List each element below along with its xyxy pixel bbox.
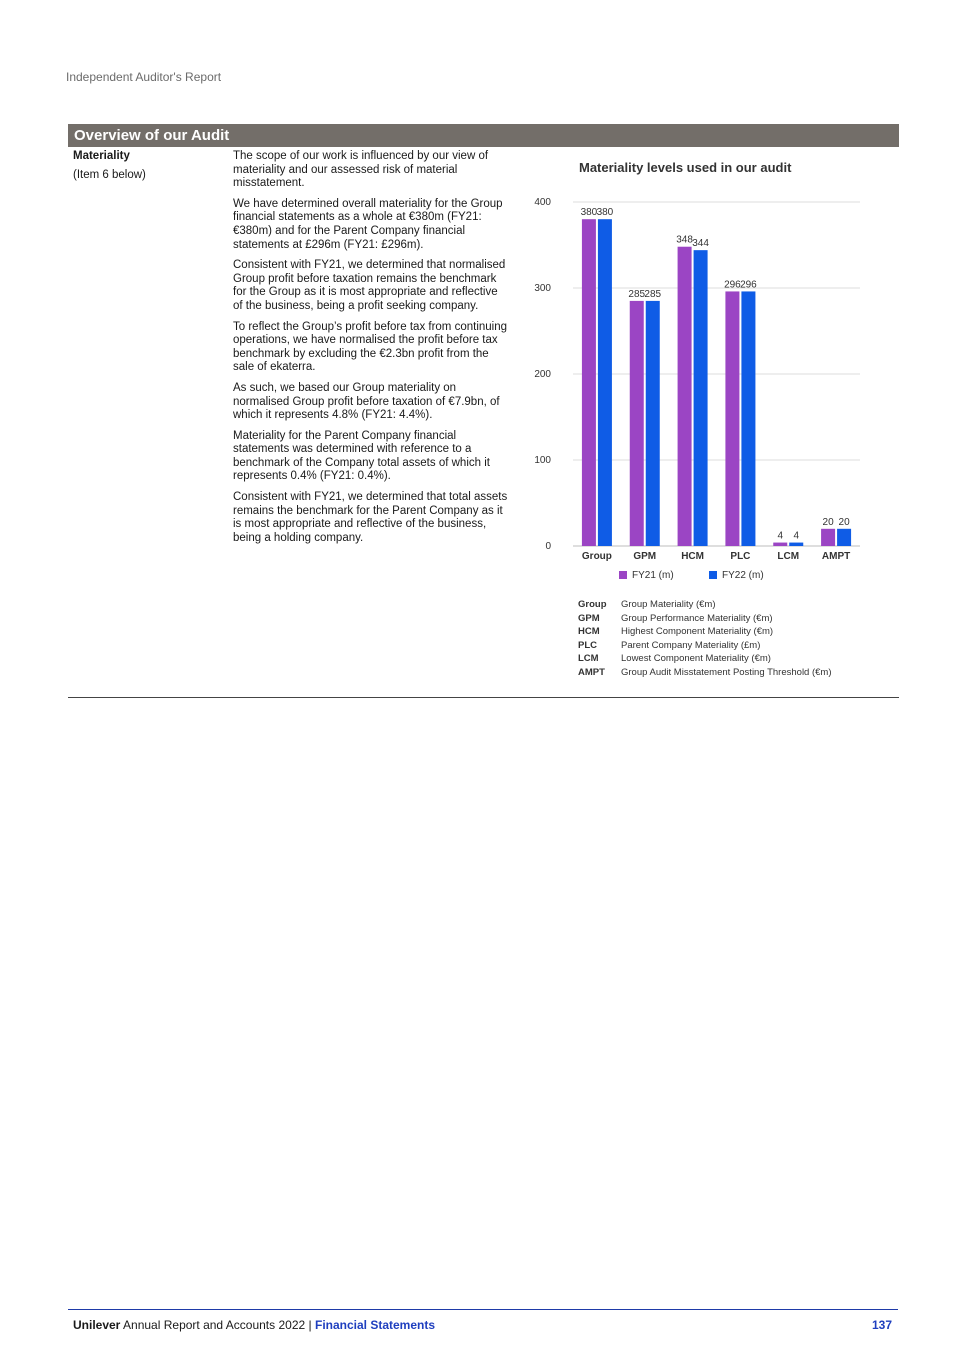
legend-item-fy21 <box>619 570 674 581</box>
legend-swatch-fy22 <box>709 571 717 579</box>
section-bottom-divider <box>68 697 899 698</box>
x-tick-label: LCM <box>777 551 800 562</box>
paragraph: As such, we based our Group materiality on normalised Group profit before taxation of €7.9bn, of which it represents 4.8% (FY21: 4.4%). <box>233 381 500 422</box>
bar-gpm-fy22 <box>646 301 660 546</box>
data-label: 20 <box>822 516 834 528</box>
data-label: 20 <box>838 516 850 528</box>
bar-group-fy22 <box>598 219 612 546</box>
section-title: Overview of our Audit <box>68 124 899 147</box>
x-tick-label: GPM <box>633 551 657 562</box>
legend-label-fy21: FY21 (m) <box>632 570 674 581</box>
data-label: 285 <box>644 288 662 300</box>
paragraph: To reflect the Group’s profit before tax from continuing operations, we have normalised the profit before tax benchmark by excluding the €2.3bn profit from the sale of ekaterra. <box>233 320 508 374</box>
abbreviation-key-term: LCM <box>578 653 599 664</box>
y-tick-label: 200 <box>534 369 551 380</box>
footer-brand: Unilever <box>73 1318 121 1332</box>
abbreviation-row <box>578 625 832 639</box>
bar-hcm-fy22 <box>694 250 708 546</box>
materiality-label: Materiality <box>73 150 130 162</box>
bar-gpm-fy21 <box>630 301 644 546</box>
bar-ampt-fy21 <box>821 529 835 546</box>
materiality-text-column <box>233 150 508 552</box>
paragraph: The scope of our work is influenced by our view of materiality and our assessed risk of material misstatement. <box>233 150 489 190</box>
abbreviation-row <box>578 639 832 653</box>
abbreviation-key-term: HCM <box>578 626 600 637</box>
x-tick-label: Group <box>581 551 612 562</box>
bar-hcm-fy21 <box>678 247 692 546</box>
bar-lcm-fy21 <box>773 543 787 546</box>
abbreviation-key-term: GPM <box>578 612 600 624</box>
y-tick-label: 0 <box>545 541 551 552</box>
chart-title: Materiality levels used in our audit <box>579 160 792 175</box>
data-label: 344 <box>692 238 709 250</box>
data-label: 4 <box>793 530 800 542</box>
legend-label-fy22: FY22 (m) <box>722 570 764 581</box>
materiality-bar-chart <box>525 190 875 562</box>
abbreviation-row <box>578 612 832 626</box>
data-label: 380 <box>580 207 598 219</box>
abbreviation-definition: Highest Component Materiality (€m) <box>621 626 774 637</box>
x-tick-label: HCM <box>681 551 704 562</box>
abbreviation-key-term: AMPT <box>578 666 605 678</box>
y-tick-label: 400 <box>534 197 551 208</box>
data-label: 4 <box>777 530 784 542</box>
abbreviation-definition: Group Performance Materiality (€m) <box>621 612 773 624</box>
abbreviation-key-term: Group <box>578 599 607 610</box>
data-label: 296 <box>724 279 741 291</box>
y-tick-label: 300 <box>534 283 551 294</box>
data-label: 296 <box>740 279 757 291</box>
x-tick-label: AMPT <box>821 551 851 562</box>
page-number: 137 <box>872 1318 893 1332</box>
data-label: 285 <box>628 288 646 300</box>
abbreviation-definition: Group Audit Misstatement Posting Threshold (€m) <box>621 666 832 678</box>
abbreviation-definition: Lowest Component Materiality (€m) <box>621 653 771 664</box>
paragraph: We have determined overall materiality for the Group financial statements as a whole at €380m (FY21: €380m) and for the Parent Company financial statements at £296m (FY21: £296m). <box>233 197 503 251</box>
footer-separator: | <box>308 1318 312 1332</box>
x-tick-label: PLC <box>730 551 751 562</box>
abbreviation-row <box>578 598 832 612</box>
materiality-label-column <box>73 150 223 181</box>
bar-plc-fy21 <box>725 291 739 546</box>
legend-swatch-fy21 <box>619 571 627 579</box>
footer <box>73 1318 435 1332</box>
paragraph: Materiality for the Parent Company financial statements was determined with reference to a benchmark of the Company total assets of which it represents 0.4% (FY21: 0.4%). <box>233 429 490 483</box>
abbreviation-definition: Group Materiality (€m) <box>621 599 716 610</box>
bar-plc-fy22 <box>741 291 755 546</box>
materiality-item-reference: (Item 6 below) <box>73 169 146 181</box>
legend-item-fy22 <box>709 570 764 581</box>
footer-section-link[interactable]: Financial Statements <box>314 1318 436 1332</box>
footer-report-title: Annual Report and Accounts 2022 <box>123 1318 306 1332</box>
data-label: 380 <box>596 207 614 219</box>
footer-divider <box>68 1309 898 1310</box>
abbreviation-key <box>578 598 832 679</box>
paragraph: Consistent with FY21, we determined that normalised Group profit before taxation remains the benchmark for the Group as it is most appropriate and reflective of the business, being a profit seeking company. <box>233 259 506 312</box>
bar-ampt-fy22 <box>837 529 851 546</box>
abbreviation-row <box>578 666 832 680</box>
paragraph: Consistent with FY21, we determined that total assets remains the benchmark for the Parent Company as it is most appropriate and reflective of the business, being a holding company. <box>233 491 508 544</box>
abbreviation-key-term: PLC <box>578 639 597 651</box>
y-tick-label: 100 <box>534 455 551 466</box>
bar-lcm-fy22 <box>789 543 803 546</box>
abbreviation-row <box>578 652 832 666</box>
bar-group-fy21 <box>582 219 596 546</box>
data-label: 348 <box>676 234 693 246</box>
running-header: Independent Auditor's Report <box>66 70 222 84</box>
abbreviation-definition: Parent Company Materiality (£m) <box>621 639 761 651</box>
